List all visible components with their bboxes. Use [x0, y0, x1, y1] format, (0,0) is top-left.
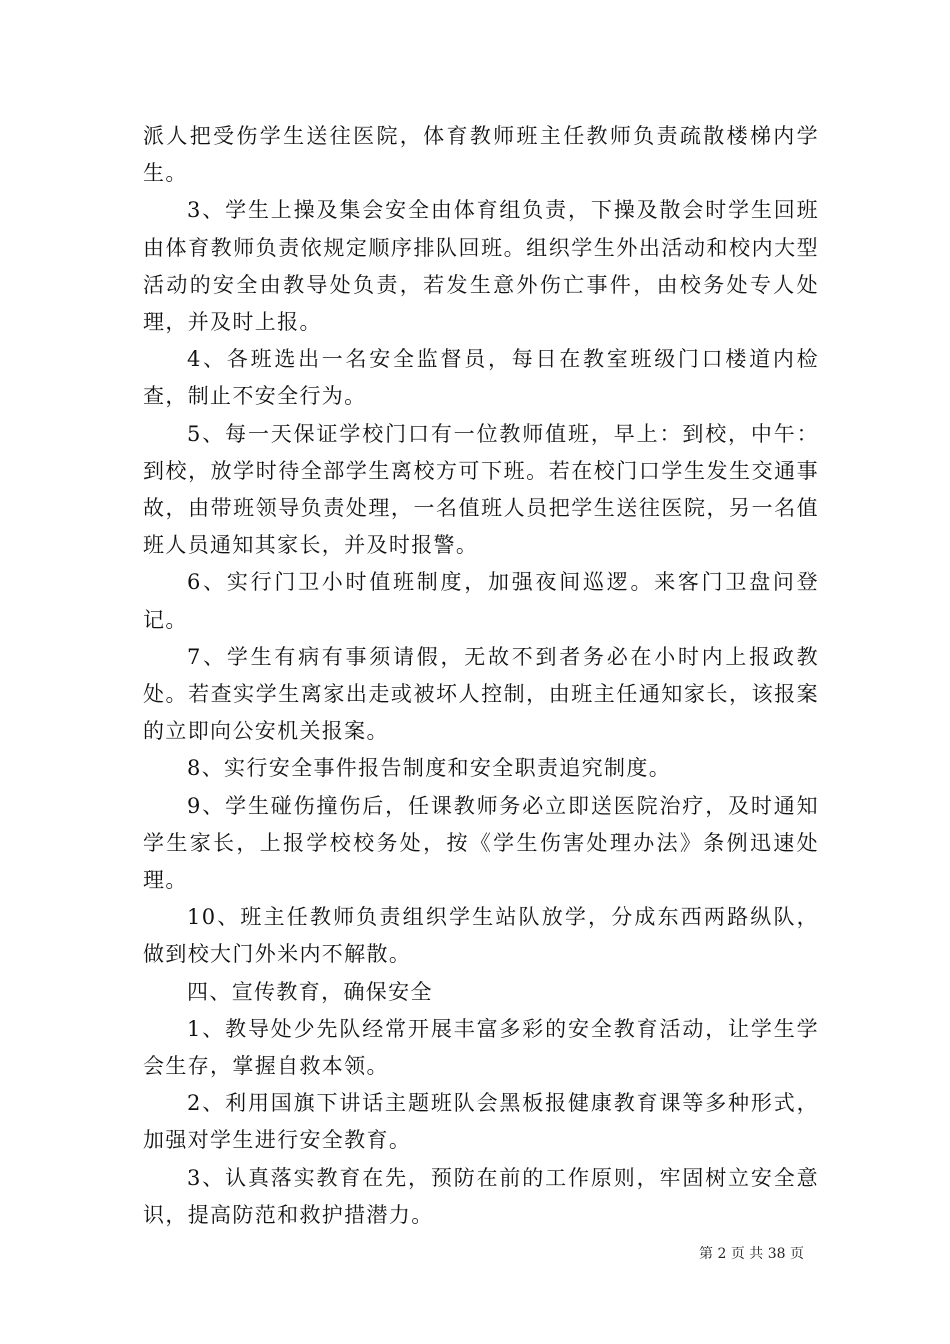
section-heading: 四、宣传教育，确保安全 — [187, 979, 433, 1004]
paragraph-item-6: 6、实行门卫小时值班制度，加强夜间巡逻。来客门卫盘问登记。 — [143, 570, 819, 632]
paragraph-edu-1: 1、教导处少先队经常开展丰富多彩的安全教育活动，让学生学会生存，掌握自救本领。 — [143, 1016, 819, 1079]
paragraph-edu-3: 3、认真落实教育在先，预防在前的工作原则，牢固树立安全意识，提高防范和救护措潜力。 — [143, 1165, 819, 1227]
paragraph-item-4: 4、各班选出一名安全监督员，每日在教室班级门口楼道内检查，制止不安全行为。 — [143, 347, 819, 409]
paragraph-item-10: 10、班主任教师负责组织学生站队放学，分成东西两路纵队，做到校大门外米内不解散。 — [143, 905, 819, 967]
paragraph-item-8: 8、实行安全事件报告制度和安全职责追究制度。 — [187, 756, 672, 781]
paragraph-edu-2: 2、利用国旗下讲话主题班队会黑板报健康教育课等多种形式，加强对学生进行安全教育。 — [143, 1091, 819, 1153]
paragraph-item-3: 3、学生上操及集会安全由体育组负责，下操及散会时学生回班由体育教师负责依规定顺序排队回班。组织学生外出活动和校内大型活动的安全由教导处负责，若发生意外伤亡事件，由校务处专人处理，并及时上报。 — [143, 198, 819, 335]
paragraph-item-5: 5、每一天保证学校门口有一位教师值班，早上：到校，中午：到校，放学时待全部学生离校方可下班。若在校门口学生发生交通事故，由带班领导负责处理，一名值班人员把学生送往医院，另一名值班人员通知其家长，并及时报警。 — [143, 421, 819, 558]
paragraph-item-9: 9、学生碰伤撞伤后，任课教师务必立即送医院治疗，及时通知学生家长，上报学校校务处，按《学生伤害处理办法》条例迅速处理。 — [143, 793, 819, 893]
document-body — [143, 118, 819, 1234]
paragraph-item-7: 7、学生有病有事须请假，无故不到者务必在小时内上报政教处。若查实学生离家出走或被坏人控制，由班主任通知家长，该报案的立即向公安机关报案。 — [143, 644, 819, 744]
page-number-footer: 第 2 页 共 38 页 — [699, 1246, 804, 1262]
paragraph-continuation: 派人把受伤学生送往医院，体育教师班主任教师负责疏散楼梯内学生。 — [143, 124, 819, 186]
